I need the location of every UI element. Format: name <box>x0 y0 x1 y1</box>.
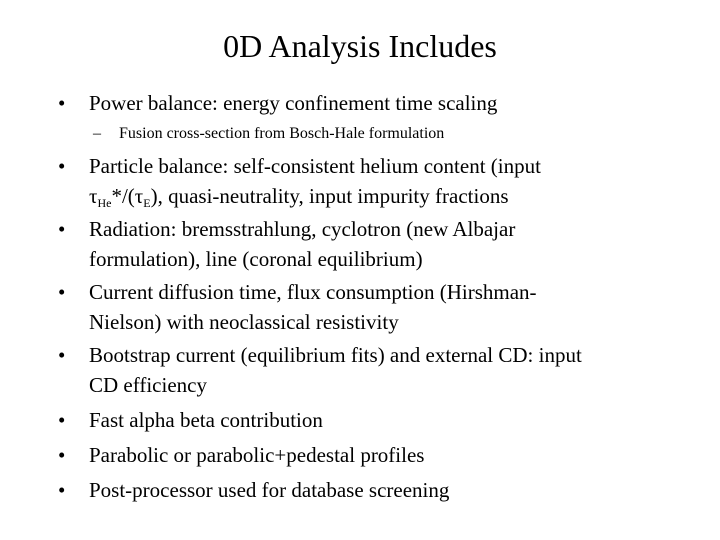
bullet-marker: • <box>58 478 66 502</box>
bullet-item <box>58 440 698 470</box>
bullet-item <box>58 88 698 118</box>
bullet-line: Nielson) with neoclassical resistivity <box>89 310 399 334</box>
bullet-line: Fast alpha beta contribution <box>89 408 323 432</box>
subscript-he: He <box>97 196 112 210</box>
bullet-item <box>58 405 698 435</box>
subscript-e: E <box>143 196 151 210</box>
bullet-text <box>89 440 698 470</box>
tau-symbol: τ <box>134 184 144 208</box>
sub-bullet-text: Fusion cross-section from Bosch-Hale formulation <box>119 125 445 142</box>
bullet-line: CD efficiency <box>89 373 207 397</box>
bullet-marker: • <box>58 280 66 304</box>
bullet-text <box>89 475 698 505</box>
bullet-marker: • <box>58 91 66 115</box>
bullet-item <box>58 151 698 218</box>
bullet-item <box>58 475 698 505</box>
bullet-text <box>89 151 698 218</box>
bullet-item <box>58 214 698 274</box>
bullet-line: Radiation: bremsstrahlung, cyclotron (new Albajar <box>89 217 516 241</box>
formula-rest: ), quasi-neutrality, input impurity fractions <box>150 184 509 208</box>
sub-bullet-item <box>93 123 693 145</box>
formula-open-paren: ( <box>127 184 135 208</box>
bullet-text <box>89 277 698 337</box>
bullet-text <box>89 214 698 274</box>
bullet-line-formula <box>89 181 698 218</box>
bullet-line: Parabolic or parabolic+pedestal profiles <box>89 443 425 467</box>
bullet-line: formulation), line (coronal equilibrium) <box>89 247 423 271</box>
bullet-item <box>58 277 698 337</box>
tau-symbol: τ <box>89 184 98 208</box>
bullet-line: Post-processor used for database screening <box>89 478 450 502</box>
slide-title: 0D Analysis Includes <box>223 28 497 64</box>
bullet-line: Bootstrap current (equilibrium fits) and external CD: input <box>89 343 582 367</box>
bullet-marker: • <box>58 154 66 178</box>
bullet-marker: • <box>58 443 66 467</box>
bullet-text <box>89 88 698 118</box>
bullet-line: Current diffusion time, flux consumption (Hirshman- <box>89 280 537 304</box>
bullet-marker: • <box>58 217 66 241</box>
bullet-text <box>89 340 698 400</box>
bullet-text <box>89 405 698 435</box>
bullet-marker: • <box>58 343 66 367</box>
formula-mid: */ <box>111 184 128 208</box>
sub-bullet-marker: – <box>93 125 101 142</box>
bullet-marker: • <box>58 408 66 432</box>
bullet-item <box>58 340 698 400</box>
bullet-line: Particle balance: self-consistent helium content (input <box>89 154 541 178</box>
bullet-line: Power balance: energy confinement time scaling <box>89 91 498 115</box>
